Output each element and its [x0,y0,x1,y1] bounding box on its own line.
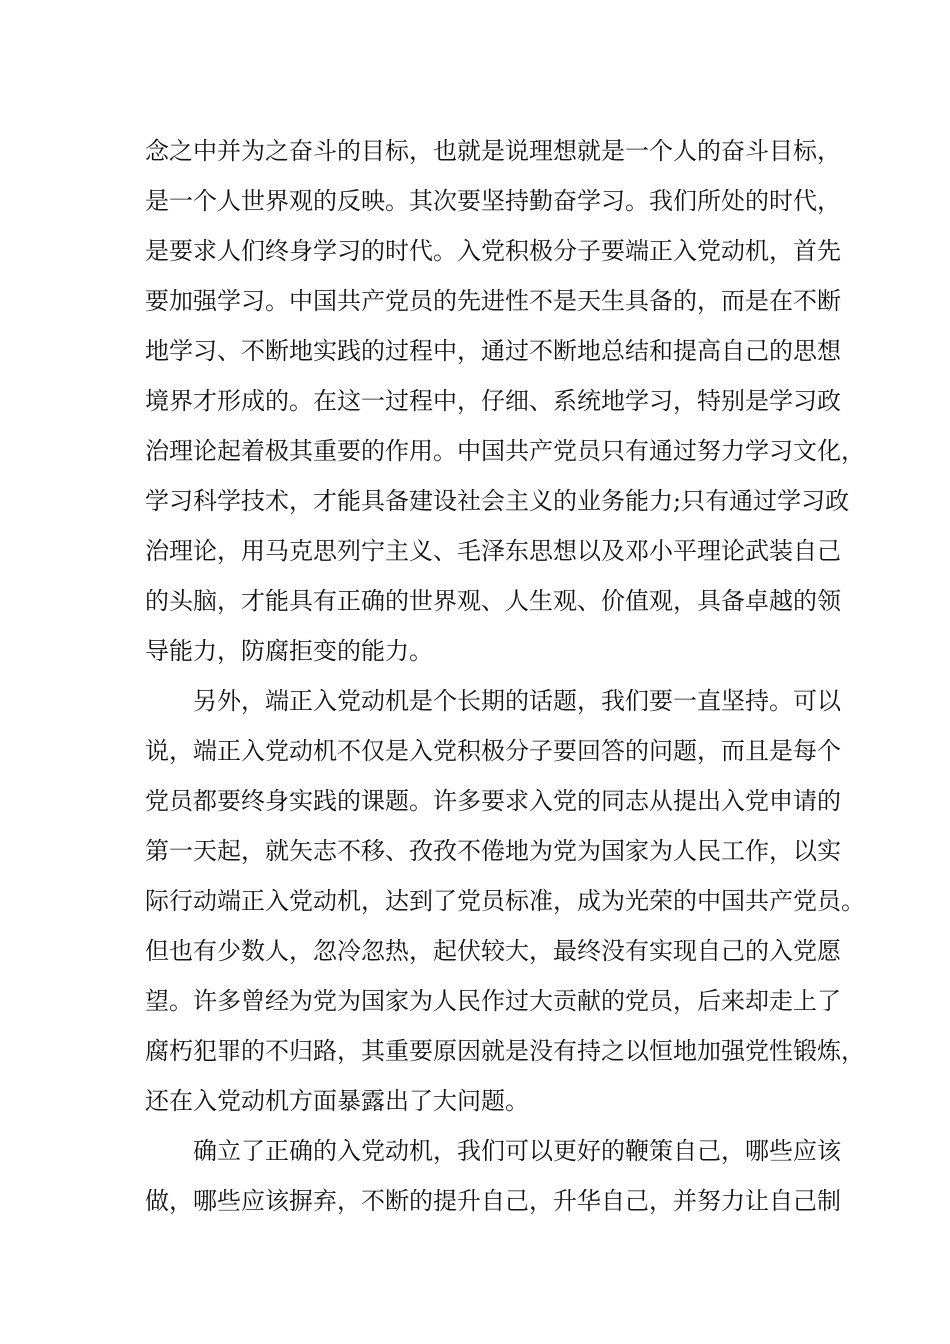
text-line: 学习科学技术，才能具备建设社会主义的业务能力;只有通过学习政 [145,487,850,515]
text-line: 还在入党动机方面暴露出了大问题。 [145,1087,529,1115]
text-line: 望。许多曾经为党为国家为人民作过大贡献的党员，后来却走上了 [145,987,841,1015]
text-line: 导能力，防腐拒变的能力。 [145,637,433,665]
text-line: 说，端正入党动机不仅是入党积极分子要回答的问题，而且是每个 [145,737,841,765]
text-line: 党员都要终身实践的课题。许多要求入党的同志从提出入党申请的 [145,787,841,815]
text-line: 是一个人世界观的反映。其次要坚持勤奋学习。我们所处的时代， [145,187,841,215]
text-line: 的头脑，才能具有正确的世界观、人生观、价值观，具备卓越的领 [145,587,841,615]
text-line: 腐朽犯罪的不归路，其重要原因就是没有持之以恒地加强党性锻炼， [145,1037,865,1065]
text-line: 但也有少数人，忽冷忽热，起伏较大，最终没有实现自己的入党愿 [145,937,841,965]
text-line: 念之中并为之奋斗的目标，也就是说理想就是一个人的奋斗目标， [145,137,841,165]
text-line: 境界才形成的。在这一过程中，仔细、系统地学习，特别是学习政 [145,387,841,415]
text-line: 是要求人们终身学习的时代。入党积极分子要端正入党动机，首先 [145,237,841,265]
document-body [145,126,865,1226]
paragraph-first-line: 确立了正确的入党动机，我们可以更好的鞭策自己，哪些应该 [193,1137,841,1165]
text-line: 治理论，用马克思列宁主义、毛泽东思想以及邓小平理论武装自己 [145,537,841,565]
paragraph-first-line: 另外，端正入党动机是个长期的话题，我们要一直坚持。可以 [193,687,841,715]
text-line: 治理论起着极其重要的作用。中国共产党员只有通过努力学习文化， [145,437,865,465]
text-line: 第一天起，就矢志不移、孜孜不倦地为党为国家为人民工作，以实 [145,837,841,865]
text-line: 地学习、不断地实践的过程中，通过不断地总结和提高自己的思想 [145,337,841,365]
text-line: 做，哪些应该摒弃，不断的提升自己，升华自己，并努力让自己制 [145,1187,841,1215]
text-line: 际行动端正入党动机，达到了党员标准，成为光荣的中国共产党员。 [145,887,865,915]
text-line: 要加强学习。中国共产党员的先进性不是天生具备的，而是在不断 [145,287,841,315]
